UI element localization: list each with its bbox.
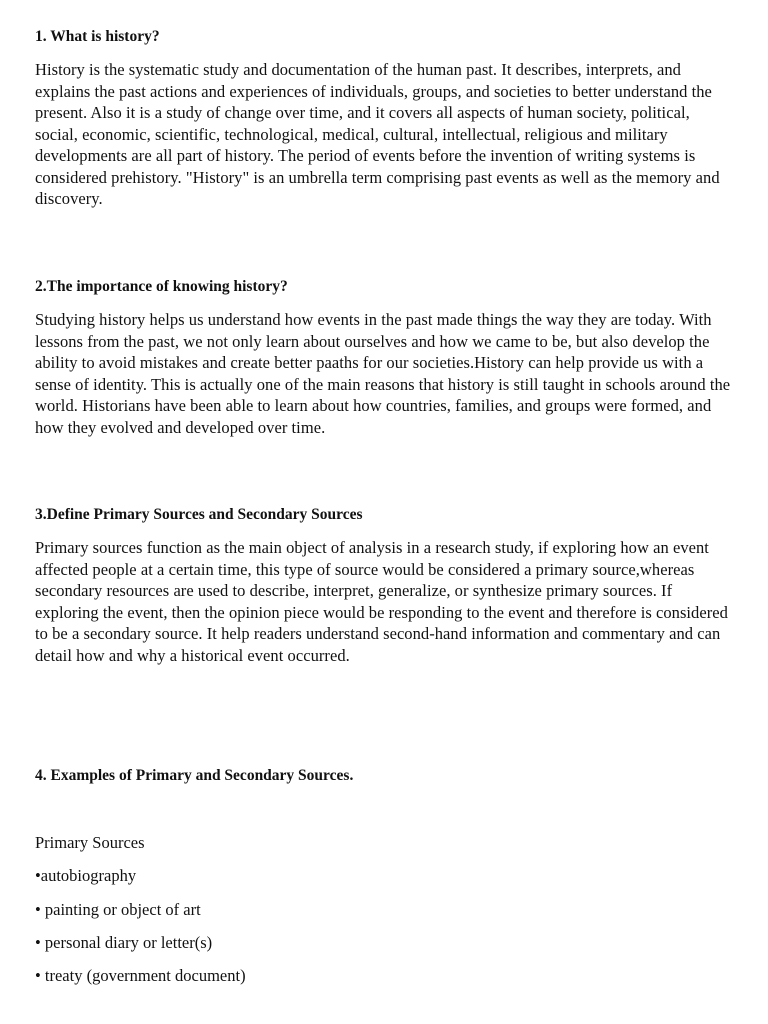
section-4 [35, 766, 735, 786]
section-2-heading: 2.The importance of knowing history? [35, 278, 288, 295]
list-item: • painting or object of art [35, 900, 201, 919]
section-3-body [35, 537, 735, 666]
section-3-paragraph: Primary sources function as the main object of analysis in a research study, if exploring how an event affected people at a certain time, this type of source would be considered a primary source,whereas secondary resources are used to describe, interpret, generalize, or synthesize primary sources. If exploring the event, then the opinion piece would be responding to the event and therefore is considered to be a secondary source. It help readers understand second-hand information and commentary and can detail how and why a historical event occurred. [35, 538, 728, 665]
section-1 [35, 27, 735, 47]
list-item: • personal diary or letter(s) [35, 933, 213, 952]
section-2-paragraph: Studying history helps us understand how events in the past made things the way they are today. With lessons from the past, we not only learn about ourselves and how we came to be, but also develop the ability to avoid mistakes and create better paaths for our societies.History can help provide us with a sense of identity. This is actually one of the main reasons that history is still taught in schools around the world. Historians have been able to learn about how countries, families, and groups were formed, and how they evolved and developed over time. [35, 310, 731, 437]
list-item: • treaty (government document) [35, 966, 246, 985]
primary-sources-label: Primary Sources [35, 833, 145, 852]
list-item: •autobiography [35, 866, 137, 885]
section-4-heading: 4. Examples of Primary and Secondary Sources. [35, 767, 354, 784]
section-1-paragraph: History is the systematic study and documentation of the human past. It describes, interprets, and explains the past actions and experiences of individuals, groups, and societies to better understand the present. Also it is a study of change over time, and it covers all aspects of human society, political, social, economic, scientific, technological, medical, cultural, intellectual, religious and military developments are all part of history. The period of events before the invention of writing systems is considered prehistory. "History" is an umbrella term comprising past events as well as the memory and discovery. [35, 60, 720, 208]
section-1-heading: 1. What is history? [35, 28, 160, 45]
section-3-heading: 3.Define Primary Sources and Secondary Sources [35, 506, 363, 523]
section-2 [35, 277, 735, 297]
section-1-body [35, 59, 735, 210]
section-2-body [35, 309, 735, 438]
section-3 [35, 505, 735, 525]
